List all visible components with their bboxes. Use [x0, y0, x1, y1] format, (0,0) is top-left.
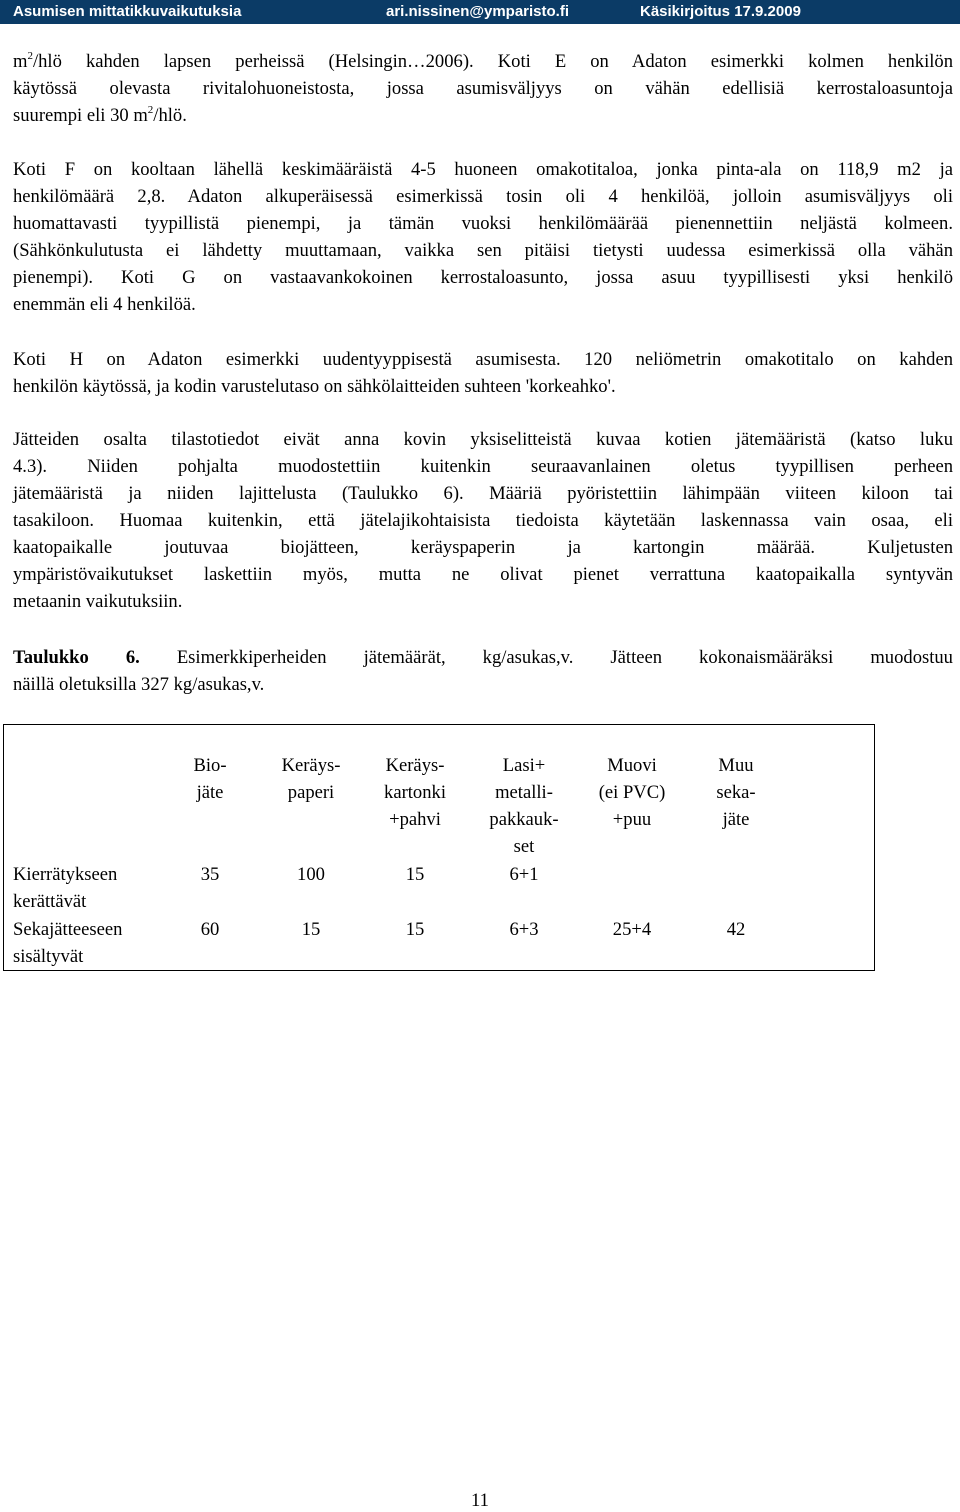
table-cell: 60 [200, 919, 220, 940]
col-header-biojate: Bio- jäte [193, 755, 227, 803]
table-caption [13, 644, 953, 698]
paragraph-line: ympäristövaikutukset laskettiin myös, mutta ne olivat pienet verrattuna kaatopaikalla syntyvän [13, 564, 953, 585]
running-header [0, 0, 960, 24]
header-email: ari.nissinen@ymparisto.fi [386, 3, 570, 20]
paragraph-1 [13, 48, 953, 129]
col-header-muovi: Muovi (ei PVC) +puu [598, 755, 666, 830]
table-cell: 15 [301, 919, 321, 940]
paragraph-line: huomattavasti tyypillistä pienempi, ja tämän vuoksi henkilömäärää pienennettiin neljästä kolmeen. [13, 213, 953, 234]
paragraph-line: enemmän eli 4 henkilöä. [13, 294, 196, 315]
caption-line: Taulukko 6. Esimerkkiperheiden jätemäärät, kg/asukas,v. Jätteen kokonaismääräksi muodostuu [13, 647, 953, 668]
paragraph-line: jätemääristä ja niiden lajittelusta (Taulukko 6). Määriä pyöristettiin lähimpään viiteen kiloon tai [13, 483, 953, 504]
caption-line: näillä oletuksilla 327 kg/asukas,v. [13, 674, 265, 695]
table-cell: 6+1 [509, 864, 539, 885]
paragraph-line: metaanin vaikutuksiin. [13, 591, 183, 612]
table-cell: 6+3 [509, 919, 539, 940]
paragraph-line: henkilön käytössä, ja kodin varustelutaso on sähkölaitteiden suhteen 'korkeahko'. [13, 376, 616, 397]
paragraph-4 [13, 426, 953, 615]
paragraph-line: Koti F on kooltaan lähellä keskimääräistä 4-5 huoneen omakotitaloa, jonka pinta-ala on 118,9 m2 ja [13, 159, 953, 180]
paragraph-line: Koti H on Adaton esimerkki uudentyyppisestä asumisesta. 120 neliömetrin omakotitalo on kahden [13, 349, 953, 370]
paragraph-3 [13, 346, 953, 400]
paragraph-line: suurempi eli 30 $m^2$/hlö. [13, 104, 187, 126]
paragraph-line: henkilömäärä 2,8. Adaton alkuperäisessä esimerkissä tosin oli 4 henkilöä, jolloin asumisväljyys oli [13, 186, 953, 207]
paragraph-line: (Sähkönkulutusta ei lähdetty muuttamaan, vaikka sen pitäisi tietysti uudessa esimerkissä olla vähän [13, 240, 953, 261]
table-cell: 35 [200, 864, 220, 885]
page-number: 11 [471, 1490, 489, 1511]
paragraph-line: käytössä olevasta rivitalohuoneistosta, jossa asumisväljyys on vähän edellisiä kerrostaloasuntoja [13, 78, 953, 99]
col-header-kerayspaperi: Keräys- paperi [281, 755, 341, 803]
paragraph-line: Jätteiden osalta tilastotiedot eivät anna kovin yksiselitteistä kuvaa kotien jätemääristä (katso luku [13, 429, 953, 450]
table-cell: 15 [405, 919, 425, 940]
table-cell: 42 [726, 919, 746, 940]
paragraph-2 [13, 156, 953, 318]
table-cell: 100 [297, 864, 325, 885]
paragraph-line: 4.3). Niiden pohjalta muodostettiin kuitenkin seuraavanlainen oletus tyypillisen perheen [13, 456, 953, 477]
col-header-kerayskartonki: Keräys- kartonki +pahvi [384, 755, 446, 830]
col-header-muu-sekajate: Muu seka- jäte [716, 755, 756, 830]
row-label-kierratykseen: Kierrätykseen kerättävät [13, 864, 118, 912]
paragraph-line: $m^2$/hlö kahden lapsen perheissä (Helsingin…2006). Koti E on Adaton esimerkki kolmen henkilön [13, 50, 953, 72]
row-label-sekajatteeseen: Sekajätteeseen sisältyvät [13, 919, 123, 967]
table-cell: 15 [405, 864, 425, 885]
paragraph-line: kaatopaikalle joutuvaa biojätteen, keräyspaperin ja kartongin määrää. Kuljetusten [13, 537, 953, 558]
caption-label: Taulukko 6. [13, 647, 140, 668]
col-header-lasi-metalli: Lasi+ metalli- pakkauk- set [489, 755, 559, 857]
header-version: Käsikirjoitus 17.9.2009 [640, 3, 801, 20]
header-title: Asumisen mittatikkuvaikutuksia [13, 3, 242, 20]
paragraph-line: pienempi). Koti G on vastaavankokoinen kerrostaloasunto, jossa asuu tyypillisesti yksi henkilö [13, 267, 953, 288]
paragraph-line: tasakiloon. Huomaa kuitenkin, että jätelajikohtaisista tiedoista käytetään laskennassa vain osaa, eli [13, 510, 953, 531]
table-cell: 25+4 [612, 919, 652, 940]
